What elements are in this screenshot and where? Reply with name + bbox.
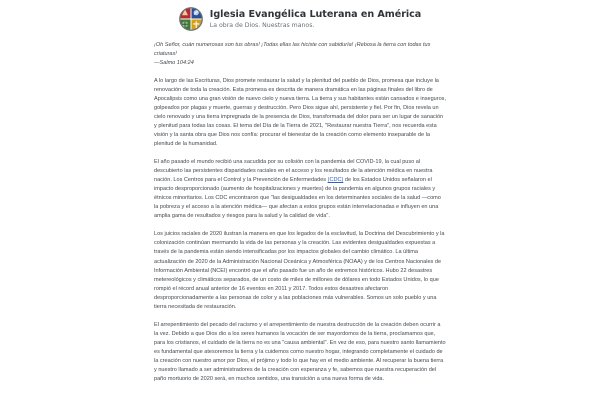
epigraph-citation: —Salmo 104:24 bbox=[154, 59, 194, 66]
paragraph-arrepentimiento: El arrepentimiento del pecado del racismo y el arrepentimiento de nuestra destrucción de la creación deben ocurrir a la vez. Debido a que Dios dio a los seres humanos la vocación de ser mayordomos de la tierra, proclamamos que, para los cristianos, el cuidado de la tierra no es una "causa ambiental". En vez de eso, para nuestro santo llamamiento es fundamental que atesoremos la tierra y la cuidemos como nuestro hogar, integrando completamente el cuidado de la creación con nuestro amor por Dios, el prójimo y todo lo que hay en el medio ambiente. Al recuperar la buena tierra y nuestro llamado a ser administradores de la creación con esperanza y fe, sabemos que nuestra recuperación del paño mortuorio de 2020 será, en muchos sentidos, una transición a una nueva forma de vida. bbox=[154, 321, 446, 382]
organization-tagline: La obra de Dios. Nuestras manos. bbox=[209, 22, 315, 30]
paragraph-covid-text-after-link: de los Estados Unidos señalaron el impacto desproporcionado (aumento de hospitalizaciones y muertes) de la pandemia en algunos grupos raciales y étnicos minoritarios. Los CDC encontraron que "las desigualdades en los determinantes sociales de la salud —como la pobreza y el acceso a la atención médica— que afectan a estos grupos están interrelacionadas e influyen en una amplia gama de resultados y riesgos para la salud y la calidad de vida". bbox=[154, 177, 441, 220]
cdc-link[interactable]: (CDC) bbox=[327, 177, 344, 184]
masthead bbox=[0, 0, 600, 35]
organization-name: Iglesia Evangélica Luterana en América bbox=[209, 8, 422, 20]
brand-block bbox=[210, 9, 421, 30]
paragraph-juicios-raciales: Los juicios raciales de 2020 ilustran la manera en que los legados de la esclavitud, la Doctrina del Descubrimiento y la colonización continúan mermando la vida de las personas y la creación. Las evidentes desigualdades expuestas a través de la pandemia están siendo intensificadas por los impactos globales del cambio climático. La última actualización de 2020 de la Administración Nacional Oceánica y Atmosférica (NOAA) y de los Centros Nacionales de Información Ambiental (NCEI) encontró que el año pasado fue un año de extremos históricos. Hubo 22 desastres metereológicos y climáticos separados, de un costo de miles de millones de dólares en todo Estados Unidos, lo que rompió el récord anual anterior de 16 eventos en 2011 y 2017. Todos estos desastres afectaron desproporcionadamente a las personas de color y a las poblaciones más vulnerables. Somos un solo pueblo y una tierra necesitada de restauración. bbox=[154, 231, 445, 310]
document-body bbox=[154, 35, 446, 384]
paragraph-covid-text-before-link: El año pasado el mundo recibió una sacudida por su colisión con la pandemia del COVID-19, la cual puso al descubierto las persistentes disparidades raciales en el acceso y los resultados de la atención médica en nuestra nación. Los Centros para el Control y la Prevención de Enfermedades bbox=[154, 159, 433, 184]
paragraph-restauracion: A lo largo de las Escrituras, Dios promete restaurar la salud y la plenitud del pueblo de Dios, promesa que incluye la renovación de toda la creación. Esta promesa es descrita de manera dramática en las páginas finales del libro de Apocalipsis como una gran visión de nuevo cielo y nueva tierra. La tierra y sus habitantes están cansados e inseguros, golpeados por plagas y muerte, guerras y destrucción. Pero Dios sigue ahí, persistente y fiel. Por fin, Dios revela un cielo renovado y una tierra impregnada de la presencia de Dios, transformada del dolor para ser un lugar de sanación y plenitud para todas las cosas. El tema del Día de la Tierra de 2021, "Restaurar nuestra Tierra", nos recuerda esta visión y la santa obra que Dios nos confía: procurar el bienestar de la creación como elemento inseparable de la plenitud de la humanidad. bbox=[154, 77, 446, 148]
epigraph-quote: ¡Oh Señor, cuán numerosas son tus obras! ¡Todas ellas las hiciste con sabiduría! ¡Rebosa la tierra con todas tus criaturas! bbox=[154, 42, 431, 57]
paragraph-covid bbox=[154, 158, 446, 221]
elca-seal-icon bbox=[179, 7, 203, 31]
